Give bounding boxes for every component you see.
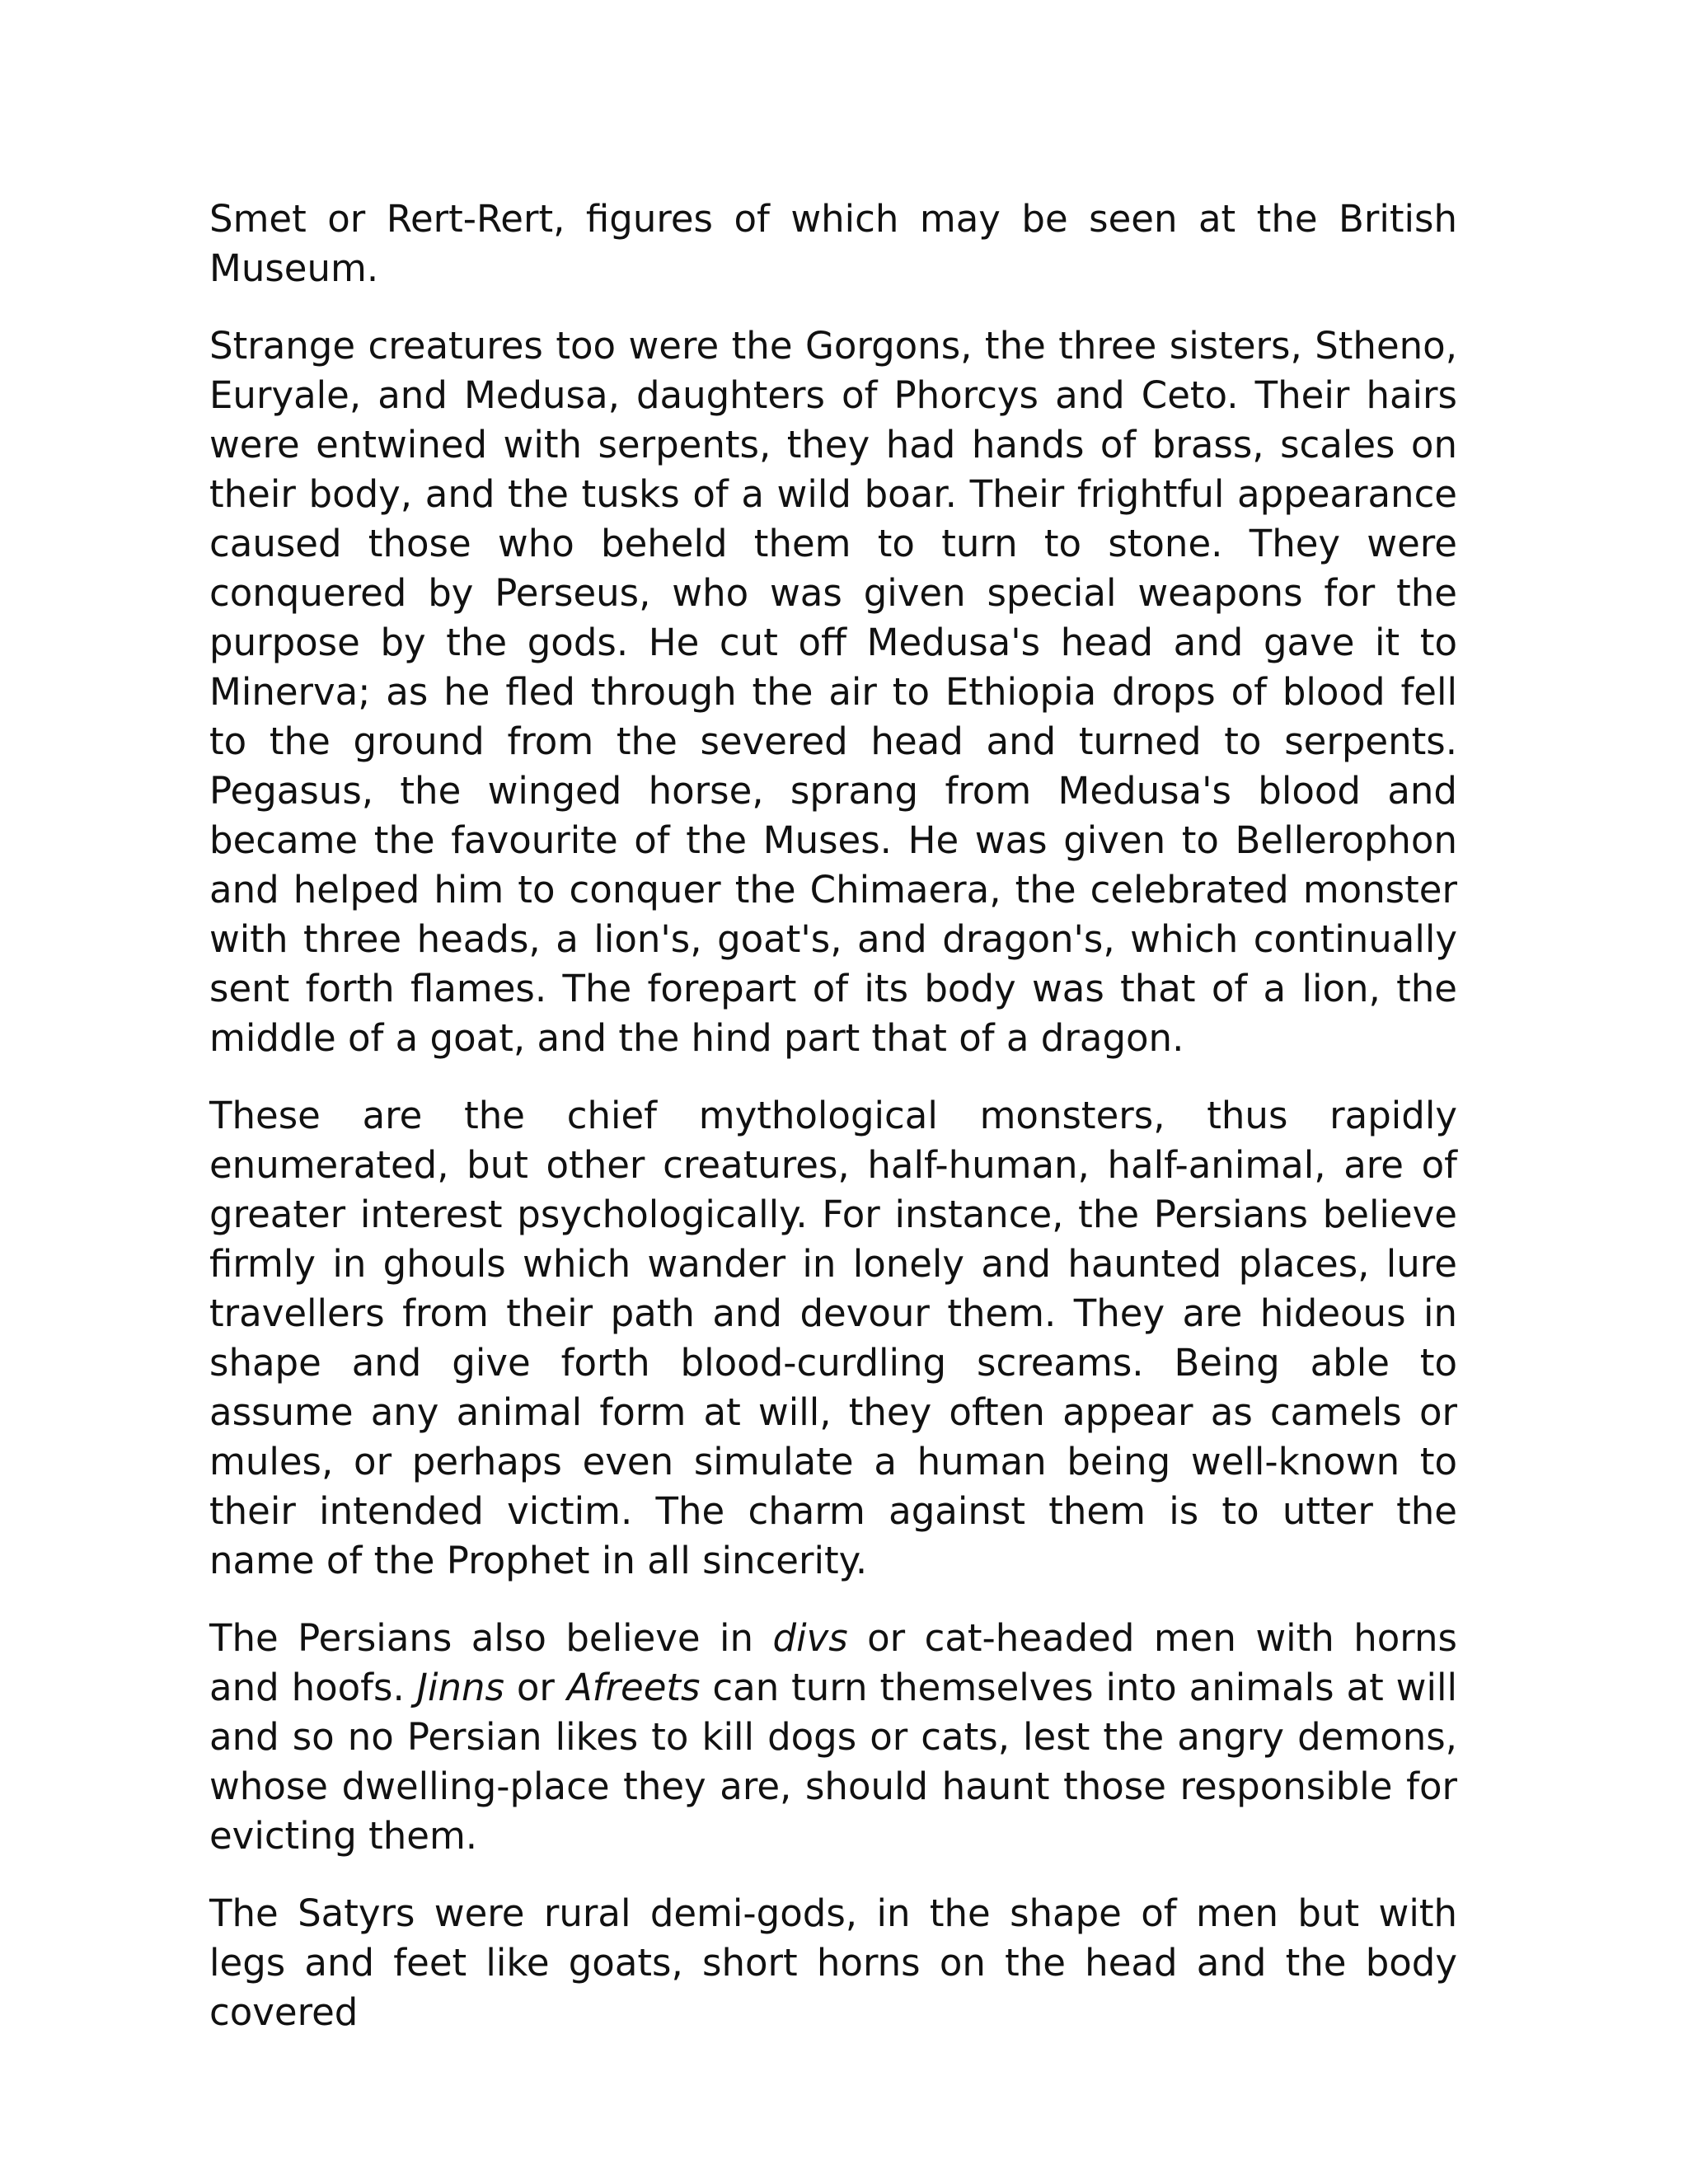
text-run: Strange creatures too were the Gorgons, the three sisters, Stheno, Euryale, and Medusa, daughters of Phorcys and Ceto. Their hairs were entwined with serpents, they had hands of brass, scales on their body, and the tusks of a wild boar. Their frightful appearance caused those who beheld them to turn to stone. They were conquered by Perseus, who was given special weapons for the purpose by the gods. He cut off Medusa's head and gave it to Minerva; as he fled through the air to Ethiopia drops of blood fell to the ground from the severed head and turned to serpents. Pegasus, the winged horse, sprang from Medusa's blood and became the favourite of the Muses. He was given to Bellerophon and helped him to conquer the Chimaera, the celebrated monster with three heads, a lion's, goat's, and dragon's, which continually sent forth flames. The forepart of its body was that of a lion, the middle of a goat, and the hind part that of a dragon. bbox=[209, 324, 1457, 1060]
paragraph bbox=[209, 194, 1457, 293]
paragraph bbox=[209, 1091, 1457, 1586]
italic-term: divs bbox=[772, 1616, 848, 1660]
text-run: or cat-headed men with horns and hoofs. bbox=[209, 1616, 1457, 1709]
text-run: Smet or Rert-Rert, figures of which may be seen at the British Museum. bbox=[209, 197, 1457, 290]
text-run: The Satyrs were rural demi-gods, in the shape of men but with legs and feet like goats, short horns on the head and the body covered bbox=[209, 1891, 1457, 2034]
text-run: can turn themselves into animals at will and so no Persian likes to kill dogs or cats, lest the angry demons, whose dwelling-place they are, should haunt those responsible for evicting them. bbox=[209, 1666, 1457, 1858]
text-run: The Persians also believe in bbox=[209, 1616, 773, 1660]
paragraph bbox=[209, 1614, 1457, 1861]
text-run: These are the chief mythological monsters, thus rapidly enumerated, but other creatures, half-human, half-animal, are of greater interest psychologically. For instance, the Persians believe firmly in ghouls which wander in lonely and haunted places, lure travellers from their path and devour them. They are hideous in shape and give forth blood-curdling screams. Being able to assume any animal form at will, they often appear as camels or mules, or perhaps even simulate a human being well-known to their intended victim. The charm against them is to utter the name of the Prophet in all sincerity. bbox=[209, 1094, 1457, 1582]
italic-term: Jinns bbox=[416, 1666, 504, 1709]
body-text bbox=[209, 194, 1457, 2065]
paragraph bbox=[209, 321, 1457, 1063]
italic-term: Afreets bbox=[566, 1666, 701, 1709]
text-run: or bbox=[504, 1666, 567, 1709]
paragraph bbox=[209, 1889, 1457, 2037]
